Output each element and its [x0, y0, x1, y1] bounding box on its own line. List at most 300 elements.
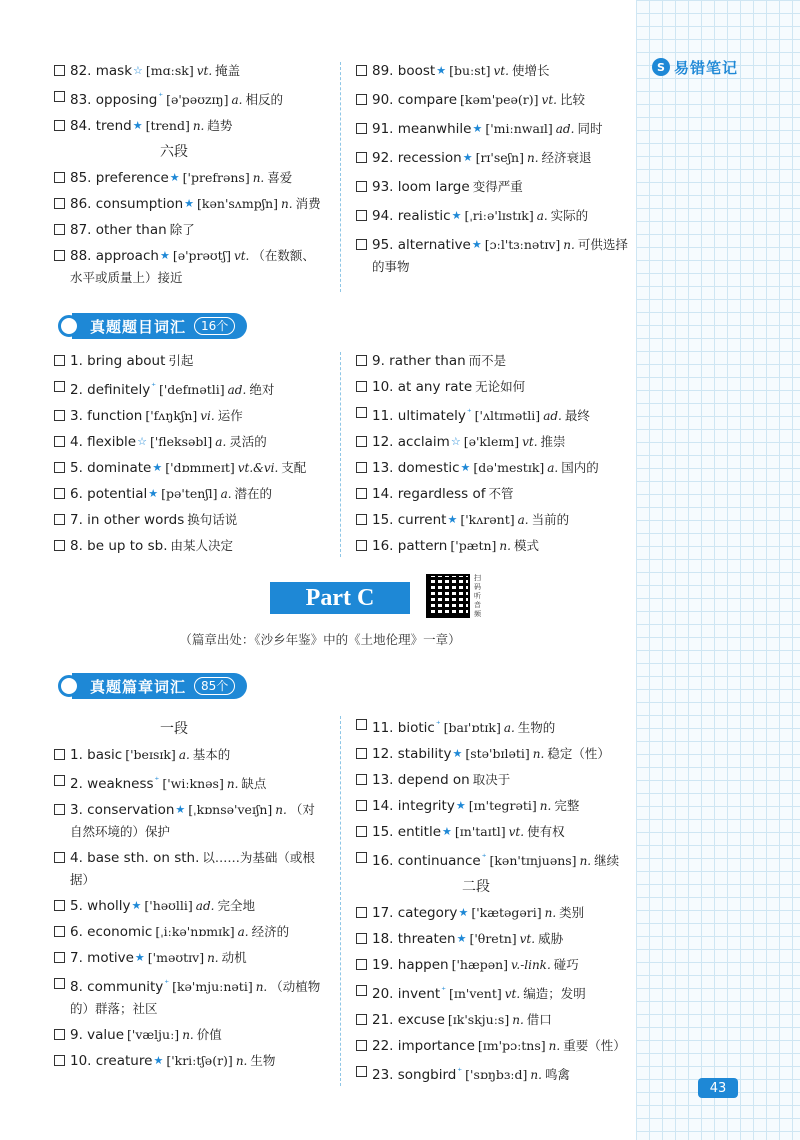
vocab-meaning: 经济的 [251, 924, 290, 939]
vocab-meaning: 不管 [488, 486, 514, 501]
column-divider [340, 716, 341, 1086]
vocab-item [54, 431, 324, 453]
vocab-phonetic: [trend] [145, 118, 190, 133]
vocab-item [356, 376, 628, 398]
vocab-item [54, 847, 324, 891]
star-icon: ★ [131, 899, 142, 912]
checkbox-icon[interactable] [356, 540, 367, 551]
star-icon: ★ [447, 513, 458, 526]
vocab-term: 8. be up to sb. [70, 538, 168, 554]
checkbox-icon[interactable] [54, 410, 65, 421]
plus-mark-icon: ⁺ [151, 382, 156, 392]
vocab-part-of-speech: vt. [196, 64, 213, 78]
vocab-phonetic: [ˌriːə'lɪstɪk] [464, 208, 534, 223]
vocab-term: 87. other than [70, 222, 167, 238]
part-title: Part C [270, 582, 410, 614]
vocab-term: 23. songbird [372, 1067, 457, 1083]
grid-margin [636, 0, 800, 1140]
vocab-term: 16. pattern [372, 538, 448, 554]
vocab-item [356, 743, 628, 765]
vocab-meaning: 推崇 [540, 434, 566, 449]
vocab-term: 16. continuance [372, 853, 481, 869]
vocab-meaning: 经济衰退 [541, 150, 592, 165]
vocab-part-of-speech: n. [548, 1039, 561, 1053]
vocab-item [54, 167, 324, 189]
vocab-phonetic: [ə'pəʊzɪŋ] [166, 92, 229, 107]
vocab-meaning: 生物 [250, 1053, 276, 1068]
vocab-part-of-speech: n. [252, 171, 265, 185]
vocab-term: 17. category [372, 905, 458, 921]
vocab-item [356, 205, 628, 227]
vocab-part-of-speech: n. [544, 906, 557, 920]
vocab-term: 11. biotic [372, 720, 435, 736]
checkbox-icon[interactable] [356, 239, 367, 250]
star-icon: ★ [460, 461, 471, 474]
vocab-term: 11. ultimately [372, 408, 466, 424]
vocab-meaning: 鸣禽 [544, 1067, 570, 1082]
vocab-item [356, 795, 628, 817]
vocab-phonetic: [ɪn'taɪtl] [454, 824, 506, 839]
vocab-phonetic: [ə'kleɪm] [463, 434, 520, 449]
vocab-meaning: 完整 [554, 798, 580, 813]
vocab-term: 5. dominate [70, 460, 152, 476]
vocab-meaning: 取决于 [472, 772, 511, 787]
vocab-term: 86. consumption [70, 196, 184, 212]
star-icon: ★ [159, 249, 170, 262]
checkbox-icon[interactable] [356, 210, 367, 221]
checkbox-icon[interactable] [356, 774, 367, 785]
vocab-phonetic: [stə'bɪləti] [465, 746, 530, 761]
vocab-phonetic: ['θretn] [469, 931, 517, 946]
checkbox-icon[interactable] [356, 719, 367, 730]
vocab-term: 21. excuse [372, 1012, 445, 1028]
vocab-item [54, 193, 324, 215]
vocab-part-of-speech: a. [536, 209, 548, 223]
vocab-item [54, 744, 324, 766]
vocab-item [54, 219, 324, 241]
star-icon: ★ [472, 122, 483, 135]
vocab-phonetic: [ə'prəʊtʃ] [172, 248, 231, 263]
vocab-phonetic: ['fleksəbl] [149, 434, 213, 449]
vocab-phonetic: [ɪk'skjuːs] [447, 1012, 510, 1027]
vocab-meaning: 当前的 [531, 512, 570, 527]
vocab-part-of-speech: n. [526, 151, 539, 165]
vocab-item [356, 431, 628, 453]
vocab-item [356, 147, 628, 169]
vocab-item [54, 405, 324, 427]
vocab-term: 6. economic [70, 924, 153, 940]
paragraph-heading: 六段 [160, 144, 188, 160]
vocab-meaning: 动机 [221, 950, 247, 965]
checkbox-icon[interactable] [54, 514, 65, 525]
vocab-term: 15. entitle [372, 824, 442, 840]
vocab-meaning: 实际的 [550, 208, 589, 223]
vocab-item [54, 86, 324, 111]
vocab-term: 85. preference [70, 170, 169, 186]
star-icon: ★ [471, 238, 482, 251]
vocab-item [54, 947, 324, 969]
checkbox-icon[interactable] [356, 985, 367, 996]
vocab-part-of-speech: ad. [555, 122, 575, 136]
star-icon: ★ [455, 799, 466, 812]
vocab-meaning: 碰巧 [553, 957, 579, 972]
vocab-part-of-speech: a. [547, 461, 559, 475]
vocab-meaning: 掩盖 [215, 63, 241, 78]
vocab-part-of-speech: a. [231, 93, 243, 107]
question-right-column [356, 350, 628, 561]
checkbox-icon[interactable] [54, 952, 65, 963]
vocab-term: 10. at any rate [372, 379, 473, 395]
vocab-item [356, 350, 628, 372]
section-label: 真题题目词汇 [90, 317, 187, 336]
vocab-item [54, 921, 324, 943]
question-vocab-tag [58, 313, 247, 339]
vocab-meaning: 变得严重 [472, 179, 523, 194]
vocab-phonetic: [də'mestɪk] [473, 460, 545, 475]
plus-mark-icon: ⁺ [481, 853, 487, 863]
vocab-meaning: 模式 [513, 538, 539, 553]
vocab-phonetic: ['prefrəns] [182, 170, 250, 185]
star-icon: ★ [462, 151, 473, 164]
plus-mark-icon: ⁺ [457, 1067, 463, 1077]
vocab-item [54, 1050, 324, 1072]
checkbox-icon[interactable] [54, 462, 65, 473]
checkbox-icon[interactable] [54, 224, 65, 235]
checkbox-icon[interactable] [356, 1040, 367, 1051]
vocab-meaning: 消费 [295, 196, 321, 211]
vocab-phonetic: [kən'sʌmpʃn] [197, 196, 279, 211]
vocab-phonetic: [rɪ'seʃn] [475, 150, 524, 165]
vocab-part-of-speech: n. [207, 951, 219, 965]
vocab-phonetic: ['beɪsɪk] [125, 747, 176, 762]
vocab-part-of-speech: vt. [233, 249, 250, 263]
vocab-meaning: 除了 [169, 222, 195, 237]
brand [652, 56, 738, 78]
vocab-meaning: 引起 [168, 353, 194, 368]
brand-logo-icon: S [652, 58, 670, 76]
vocab-meaning: 运作 [217, 408, 243, 423]
section-pill [72, 673, 247, 699]
vocab-item [54, 457, 324, 479]
vocab-item [356, 234, 628, 278]
vocab-meaning: 相反的 [245, 92, 283, 107]
column-divider [340, 62, 341, 292]
vocab-item [356, 821, 628, 843]
checkbox-icon[interactable] [54, 172, 65, 183]
qr-code-icon[interactable] [426, 574, 470, 618]
vocab-phonetic: ['kætəgəri] [471, 905, 542, 920]
vocab-part-of-speech: a. [517, 513, 529, 527]
paragraph-heading: 一段 [160, 721, 188, 737]
vocab-meaning: （在数额、水平或质量上）接近 [70, 248, 315, 285]
checkbox-icon[interactable] [54, 91, 65, 102]
vocab-part-of-speech: vt. [519, 932, 536, 946]
top-left-column [54, 60, 324, 293]
hollow-star-icon: ☆ [133, 64, 143, 77]
vocab-term: 91. meanwhile [372, 121, 472, 137]
checkbox-icon[interactable] [356, 381, 367, 392]
star-icon: ★ [153, 1054, 164, 1067]
vocab-part-of-speech: vt. [522, 435, 538, 449]
vocab-item [54, 60, 324, 82]
vocab-item [356, 714, 628, 739]
vocab-phonetic: ['defɪnətli] [158, 382, 225, 397]
star-icon: ★ [184, 197, 195, 210]
checkbox-icon[interactable] [54, 775, 65, 786]
vocab-phonetic: [ɪn'vent] [448, 986, 502, 1001]
vocab-meaning: 类别 [559, 905, 585, 920]
checkbox-icon[interactable] [356, 514, 367, 525]
vocab-part-of-speech: ad. [227, 383, 247, 397]
vocab-term: 13. depend on [372, 772, 470, 788]
vocab-phonetic: [ˌkɒnsə'veɪʃn] [188, 802, 273, 817]
source-note: （篇章出处：《沙乡年鉴》中的《土地伦理》一章） [179, 632, 461, 647]
vocab-term: 22. importance [372, 1038, 475, 1054]
checkbox-icon[interactable] [356, 907, 367, 918]
vocab-meaning: 使增长 [511, 63, 550, 78]
vocab-term: 95. alternative [372, 237, 471, 253]
vocab-phonetic: ['hæpən] [451, 957, 509, 972]
vocab-meaning: 无论如何 [475, 379, 526, 394]
vocab-part-of-speech: vt.&vi. [237, 461, 279, 475]
brand-text: 易错笔记 [674, 58, 739, 77]
checkbox-icon[interactable] [356, 355, 367, 366]
question-left-column [54, 350, 324, 561]
vocab-part-of-speech: ad. [195, 899, 215, 913]
vocab-term: 7. in other words [70, 512, 185, 528]
hollow-star-icon: ☆ [450, 435, 461, 448]
vocab-phonetic: ['həʊlli] [144, 898, 193, 913]
checkbox-icon[interactable] [356, 152, 367, 163]
checkbox-icon[interactable] [54, 900, 65, 911]
checkbox-icon[interactable] [54, 250, 65, 261]
vocab-item [356, 118, 628, 140]
vocab-meaning: 基本的 [192, 747, 231, 762]
vocab-part-of-speech: v.-link. [511, 958, 551, 972]
vocab-term: 7. motive [70, 950, 134, 966]
vocab-part-of-speech: ad. [543, 409, 562, 423]
checkbox-icon[interactable] [54, 1055, 65, 1066]
checkbox-icon[interactable] [54, 749, 65, 760]
vocab-part-of-speech: n. [235, 1054, 248, 1068]
vocab-meaning: （对自然环境的）保护 [70, 802, 315, 839]
hollow-star-icon: ☆ [137, 435, 147, 448]
checkbox-icon[interactable] [356, 959, 367, 970]
checkbox-icon[interactable] [54, 852, 65, 863]
star-icon: ★ [456, 932, 467, 945]
vocab-term: 9. value [70, 1027, 125, 1043]
vocab-part-of-speech: a. [237, 925, 249, 939]
vocab-phonetic: [kən'tɪnjuəns] [489, 853, 577, 868]
vocab-meaning: 威胁 [538, 931, 564, 946]
checkbox-icon[interactable] [54, 381, 65, 392]
vocab-term: 12. stability [372, 746, 452, 762]
vocab-phonetic: ['miːnwaɪl] [485, 121, 553, 136]
checkbox-icon[interactable] [356, 748, 367, 759]
checkbox-icon[interactable] [356, 123, 367, 134]
vocab-item [54, 973, 324, 1020]
vocab-meaning: 趋势 [207, 118, 233, 133]
vocab-phonetic: ['dɒmɪneɪt] [165, 460, 235, 475]
vocab-item [54, 483, 324, 505]
vocab-item [54, 1024, 324, 1046]
vocab-term: 10. creature [70, 1053, 153, 1069]
checkbox-icon[interactable] [356, 488, 367, 499]
vocab-part-of-speech: n. [192, 119, 205, 133]
vocab-phonetic: [kəm'peə(r)] [460, 92, 539, 107]
vocab-item [356, 954, 628, 976]
checkbox-icon[interactable] [356, 436, 367, 447]
vocab-item [356, 457, 628, 479]
vocab-part-of-speech: n. [539, 799, 552, 813]
qr-caption: 扫码听音频 [474, 574, 481, 618]
vocab-meaning: 缺点 [241, 776, 267, 791]
vocab-phonetic: [ɔːl'tɜːnətɪv] [484, 237, 561, 252]
vocab-phonetic: ['kriːtʃə(r)] [166, 1053, 233, 1068]
star-icon: ★ [152, 461, 163, 474]
vocab-phonetic: ['væljuː] [127, 1027, 180, 1042]
magnifier-icon [58, 315, 80, 337]
checkbox-icon[interactable] [356, 94, 367, 105]
vocab-item [356, 847, 628, 872]
vocab-part-of-speech: a. [215, 435, 227, 449]
star-icon: ★ [451, 209, 462, 222]
star-icon: ★ [132, 119, 143, 132]
vocab-term: 3. conservation [70, 802, 175, 818]
checkbox-icon[interactable] [356, 826, 367, 837]
star-icon: ★ [148, 487, 159, 500]
checkbox-icon[interactable] [54, 65, 65, 76]
vocab-term: 13. domestic [372, 460, 460, 476]
vocab-term: 12. acclaim [372, 434, 450, 450]
vocab-item [356, 483, 628, 505]
vocab-term: 8. community [70, 979, 164, 995]
vocab-meaning: 潜在的 [234, 486, 273, 501]
vocab-phonetic: [mɑːsk] [145, 63, 194, 78]
vocab-phonetic: ['kʌrənt] [460, 512, 515, 527]
section-pill [72, 313, 247, 339]
vocab-item [54, 509, 324, 531]
vocab-item [356, 509, 628, 531]
vocab-item [54, 376, 324, 401]
vocab-term: 92. recession [372, 150, 462, 166]
vocab-term: 83. opposing [70, 92, 158, 108]
vocab-term: 84. trend [70, 118, 132, 134]
checkbox-icon[interactable] [356, 462, 367, 473]
star-icon: ★ [442, 825, 452, 838]
vocab-phonetic: ['ʌltɪmətli] [474, 408, 541, 423]
vocab-item [54, 799, 324, 843]
vocab-meaning: 以……为基础（或根据） [70, 850, 315, 887]
vocab-term: 2. definitely [70, 382, 151, 398]
vocab-item [356, 769, 628, 791]
vocab-part-of-speech: vt. [541, 93, 557, 107]
checkbox-icon[interactable] [54, 488, 65, 499]
checkbox-icon[interactable] [54, 926, 65, 937]
checkbox-icon[interactable] [54, 1029, 65, 1040]
vocab-item [356, 176, 628, 198]
checkbox-icon[interactable] [54, 120, 65, 131]
plus-mark-icon: ⁺ [154, 776, 160, 786]
vocab-term: 3. function [70, 408, 143, 424]
checkbox-icon[interactable] [54, 804, 65, 815]
vocab-meaning: 稳定（性） [547, 746, 610, 761]
checkbox-icon[interactable] [356, 181, 367, 192]
star-icon: ★ [458, 906, 469, 919]
plus-mark-icon: ⁺ [435, 720, 441, 730]
vocab-meaning: 最终 [564, 408, 590, 423]
vocab-part-of-speech: vt. [493, 64, 509, 78]
checkbox-icon[interactable] [356, 1066, 367, 1077]
vocab-meaning: 比较 [559, 92, 585, 107]
vocab-part-of-speech: a. [503, 721, 515, 735]
vocab-item [54, 895, 324, 917]
vocab-term: 82. mask [70, 63, 133, 79]
checkbox-icon[interactable] [356, 1014, 367, 1025]
page-number: 43 [698, 1078, 738, 1098]
checkbox-icon[interactable] [356, 800, 367, 811]
vocab-meaning: 同时 [577, 121, 603, 136]
vocab-term: 1. basic [70, 747, 123, 763]
vocab-item [356, 535, 628, 557]
vocab-phonetic: [buːst] [449, 63, 491, 78]
vocab-part-of-speech: n. [499, 539, 511, 553]
checkbox-icon[interactable] [54, 978, 65, 989]
vocab-meaning: 借口 [526, 1012, 552, 1027]
vocab-term: 20. invent [372, 986, 441, 1002]
vocab-part-of-speech: n. [563, 238, 575, 252]
checkbox-icon[interactable] [356, 852, 367, 863]
vocab-item [356, 1009, 628, 1031]
vocab-phonetic: ['wiːknəs] [162, 776, 224, 791]
checkbox-icon[interactable] [54, 540, 65, 551]
vocab-item [54, 245, 324, 289]
vocab-term: 2. weakness [70, 776, 154, 792]
star-icon: ★ [169, 171, 180, 184]
star-icon: ★ [134, 951, 145, 964]
magnifier-icon [58, 675, 80, 697]
vocab-part-of-speech: n. [226, 777, 239, 791]
vocab-meaning: （动植物的）群落；社区 [70, 979, 321, 1016]
checkbox-icon[interactable] [54, 355, 65, 366]
vocab-meaning: 国内的 [561, 460, 599, 475]
star-icon: ★ [175, 803, 186, 816]
vocab-meaning: 灵活的 [229, 434, 267, 449]
vocab-phonetic: ['fʌŋkʃn] [145, 408, 198, 423]
checkbox-icon[interactable] [54, 436, 65, 447]
passage-left-column [54, 716, 324, 1076]
vocab-term: 9. rather than [372, 353, 466, 369]
vocab-item [356, 402, 628, 427]
vocab-meaning: 换句话说 [187, 512, 238, 527]
vocab-term: 14. integrity [372, 798, 455, 814]
vocab-meaning: 完全地 [217, 898, 255, 913]
section-label: 真题篇章词汇 [90, 677, 187, 696]
vocab-phonetic: [baɪ'ɒtɪk] [443, 720, 501, 735]
vocab-meaning: 生物的 [517, 720, 556, 735]
checkbox-icon[interactable] [356, 65, 367, 76]
vocab-meaning: 由某人决定 [170, 538, 234, 553]
vocab-term: 6. potential [70, 486, 148, 502]
checkbox-icon[interactable] [356, 407, 367, 418]
plus-mark-icon: ⁺ [466, 408, 472, 418]
vocab-part-of-speech: vi. [200, 409, 215, 423]
checkbox-icon[interactable] [54, 198, 65, 209]
vocab-phonetic: [ɪm'pɔːtns] [477, 1038, 546, 1053]
vocab-term: 94. realistic [372, 208, 451, 224]
plus-mark-icon: ⁺ [164, 979, 170, 989]
checkbox-icon[interactable] [356, 933, 367, 944]
